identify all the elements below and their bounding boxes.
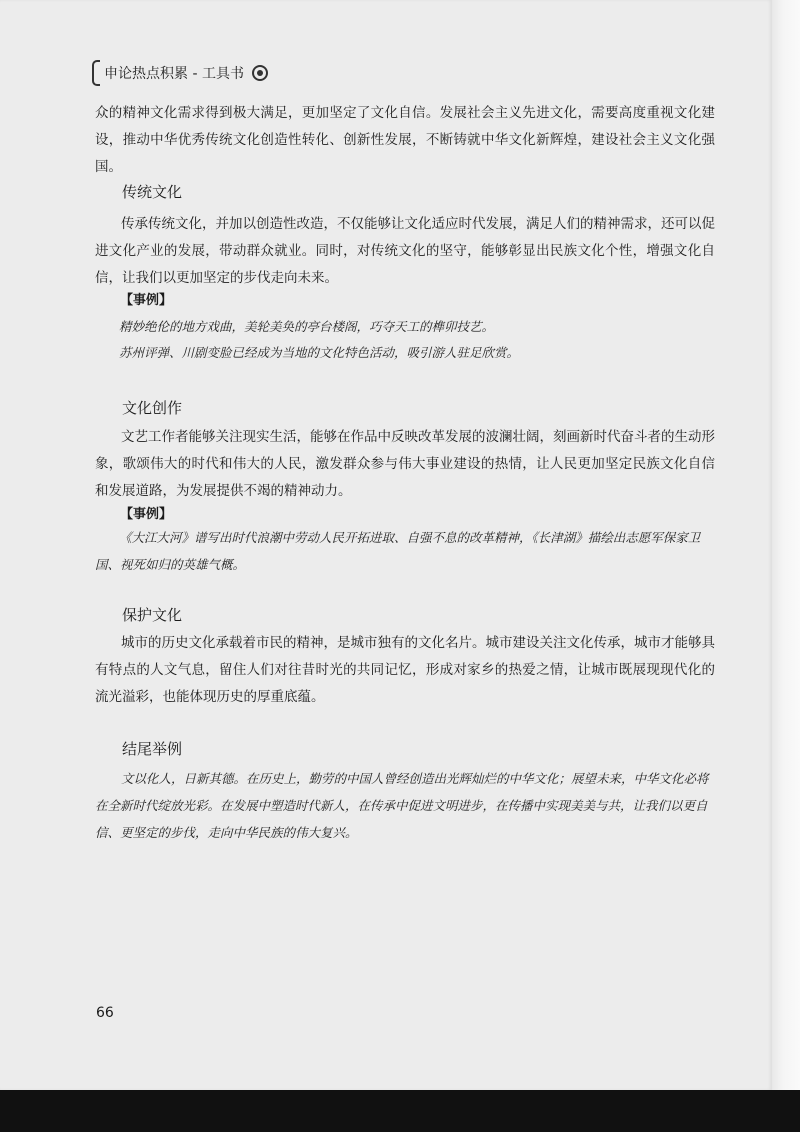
- example-line: 《大江大河》谱写出时代浪潮中劳动人民开拓进取、自强不息的改革精神，《长津湖》描绘出志愿军保家卫国、视死如归的英雄气概。: [95, 530, 701, 572]
- example-line: 精妙绝伦的地方戏曲，美轮美奂的亭台楼阁，巧夺天工的榫卯技艺。: [119, 319, 495, 334]
- section-body-traditional: 传承传统文化，并加以创造性改造，不仅能够让文化适应时代发展，满足人们的精神需求，还可以促进文化产业的发展，带动群众就业。同时，对传统文化的坚守，能够彰显出民族文化个性，增强文化自信，让我们以更加坚定的步伐走向未来。: [95, 216, 715, 286]
- section-body-ending: 文以化人，日新其德。在历史上，勤劳的中国人曾经创造出光辉灿烂的中华文化；展望未来，中华文化必将在全新时代绽放光彩。在发展中塑造时代新人，在传承中促进文明进步，在传播中实现美美与共，让我们以更自信、更坚定的步伐，走向中华民族的伟大复兴。: [95, 771, 709, 840]
- bracket-icon: [92, 60, 100, 86]
- intro-paragraph: 众的精神文化需求得到极大满足，更加坚定了文化自信。发展社会主义先进文化，需要高度重视文化建设，推动中华优秀传统文化创造性转化、创新性发展，不断铸就中华文化新辉煌，建设社会主义文化强国。: [95, 105, 715, 175]
- example-tag: 【事例】: [120, 507, 173, 522]
- section-heading-traditional: 传统文化: [122, 183, 183, 201]
- example-line: 苏州评弹、川剧变脸已经成为当地的文化特色活动，吸引游人驻足欣赏。: [119, 345, 520, 360]
- gear-icon: [252, 65, 268, 81]
- header-title: 申论热点积累 - 工具书: [104, 66, 244, 82]
- section-body-protection: 城市的历史文化承载着市民的精神，是城市独有的文化名片。城市建设关注文化传承，城市才能够具有特点的人文气息，留住人们对往昔时光的共同记忆，形成对家乡的热爱之情，让城市既展现现代化的流光溢彩，也能体现历史的厚重底蕴。: [95, 635, 715, 705]
- running-header: [92, 60, 268, 86]
- section-body-creation: 文艺工作者能够关注现实生活，能够在作品中反映改革发展的波澜壮阔，刻画新时代奋斗者的生动形象，歌颂伟大的时代和伟大的人民，激发群众参与伟大事业建设的热情，让人民更加坚定民族文化自信和发展道路，为发展提供不竭的精神动力。: [95, 429, 715, 499]
- page-edge: [772, 0, 800, 1132]
- section-heading-ending: 结尾举例: [122, 740, 183, 758]
- page-number: 66: [96, 1005, 114, 1021]
- scan-bottom-border: [0, 1090, 800, 1132]
- section-heading-protection: 保护文化: [122, 606, 183, 624]
- example-tag: 【事例】: [120, 293, 173, 308]
- section-heading-creation: 文化创作: [122, 399, 183, 417]
